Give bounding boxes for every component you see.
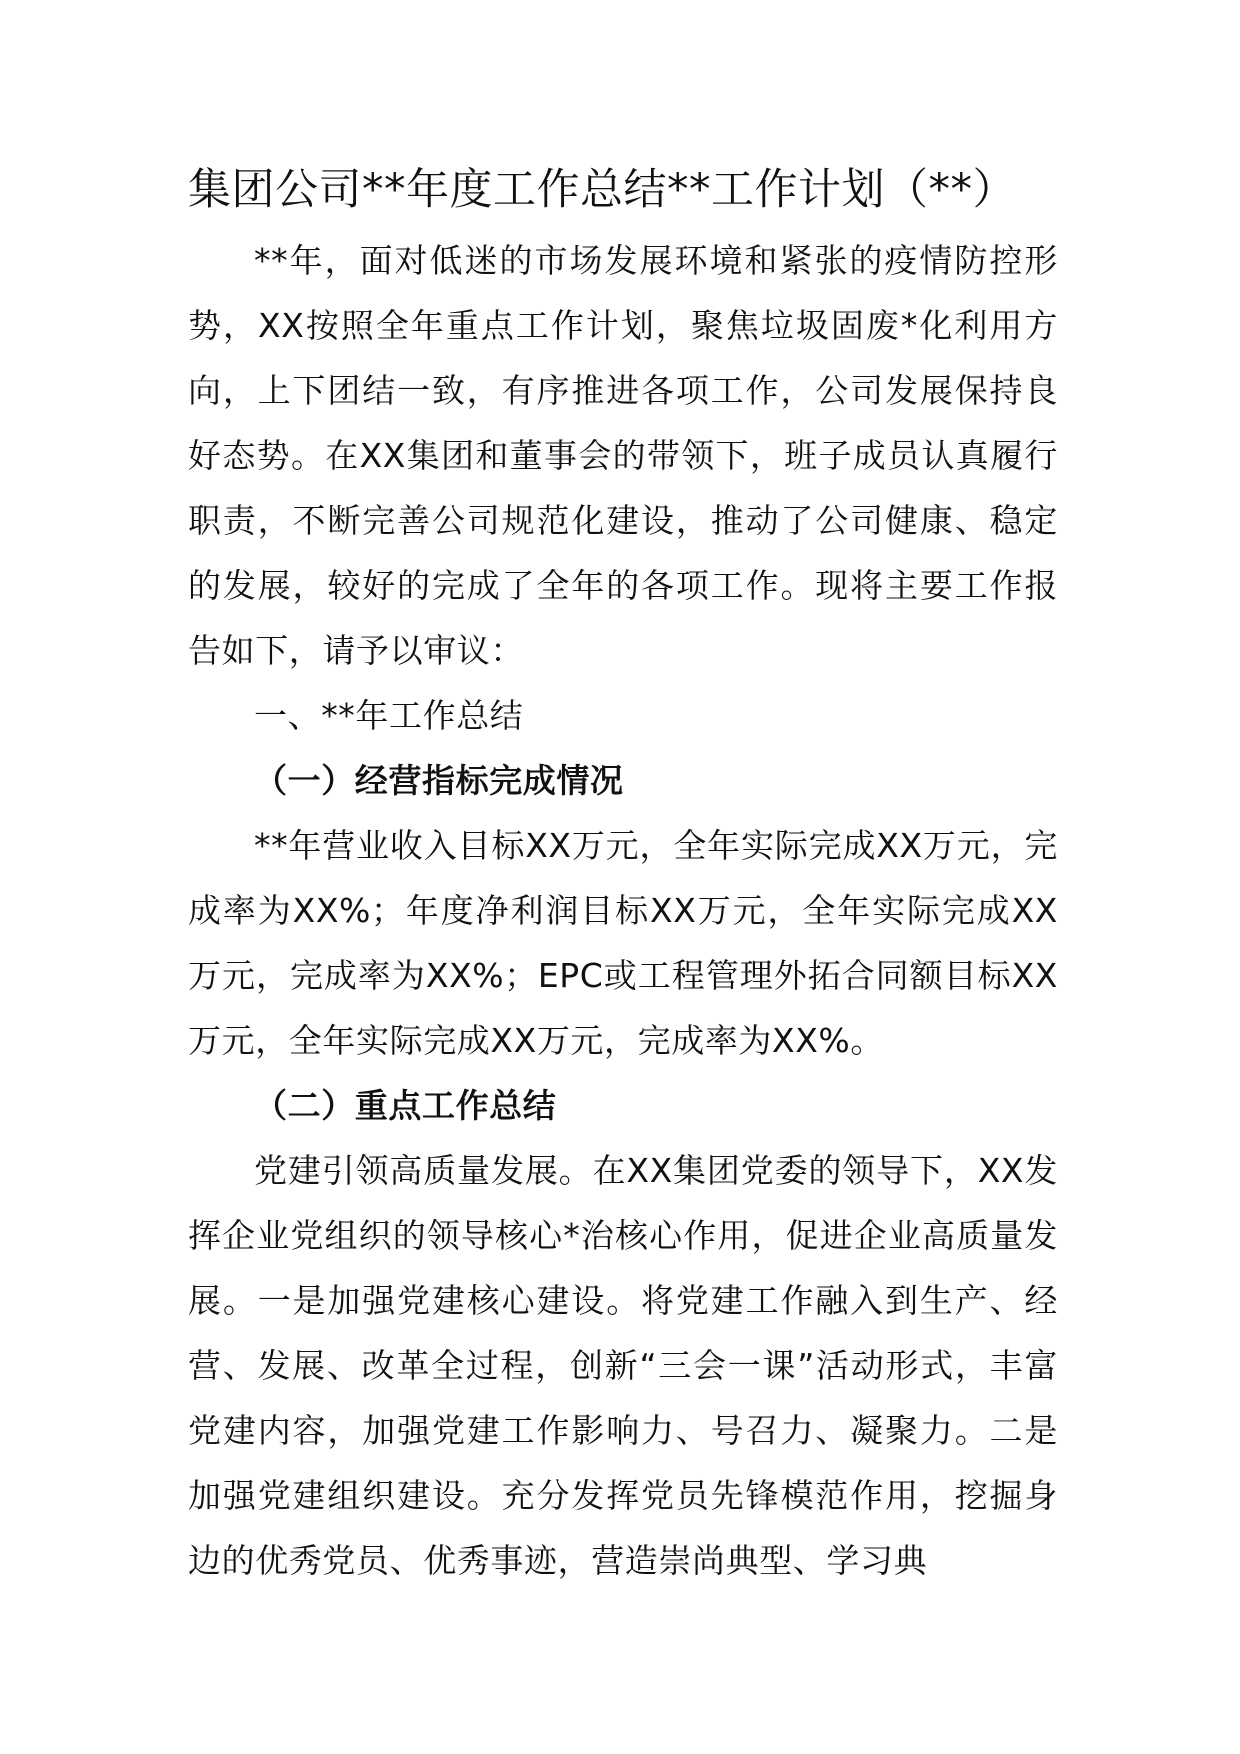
subsection-1-paragraph: **年营业收入目标XX万元，全年实际完成XX万元，完成率为XX%；年度净利润目标XX万元，全年实际完成XX万元，完成率为XX%；EPC或工程管理外拓合同额目标XX万元，全年实际完成XX万元，完成率为XX%。 [188, 826, 1058, 1060]
subsection-heading-2: （二）重点工作总结 [254, 1086, 557, 1125]
document-body [188, 160, 1058, 1593]
document-title: 集团公司**年度工作总结**工作计划（**） [188, 165, 1016, 215]
intro-paragraph: **年，面对低迷的市场发展环境和紧张的疫情防控形势，XX按照全年重点工作计划，聚焦垃圾固废*化利用方向，上下团结一致，有序推进各项工作，公司发展保持良好态势。在XX集团和董事会的带领下，班子成员认真履行职责，不断完善公司规范化建设，推动了公司健康、稳定的发展，较好的完成了全年的各项工作。现将主要工作报告如下，请予以审议： [188, 241, 1058, 670]
subsection-heading-1: （一）经营指标完成情况 [254, 761, 624, 800]
subsection-2-paragraph: 党建引领高质量发展。在XX集团党委的领导下，XX发挥企业党组织的领导核心*治核心作用，促进企业高质量发展。一是加强党建核心建设。将党建工作融入到生产、经营、发展、改革全过程，创新“三会一课”活动形式，丰富党建内容，加强党建工作影响力、号召力、凝聚力。二是加强党建组织建设。充分发挥党员先锋模范作用，挖掘身边的优秀党员、优秀事迹，营造崇尚典型、学习典 [188, 1151, 1058, 1580]
section-heading-1: 一、**年工作总结 [254, 696, 524, 735]
